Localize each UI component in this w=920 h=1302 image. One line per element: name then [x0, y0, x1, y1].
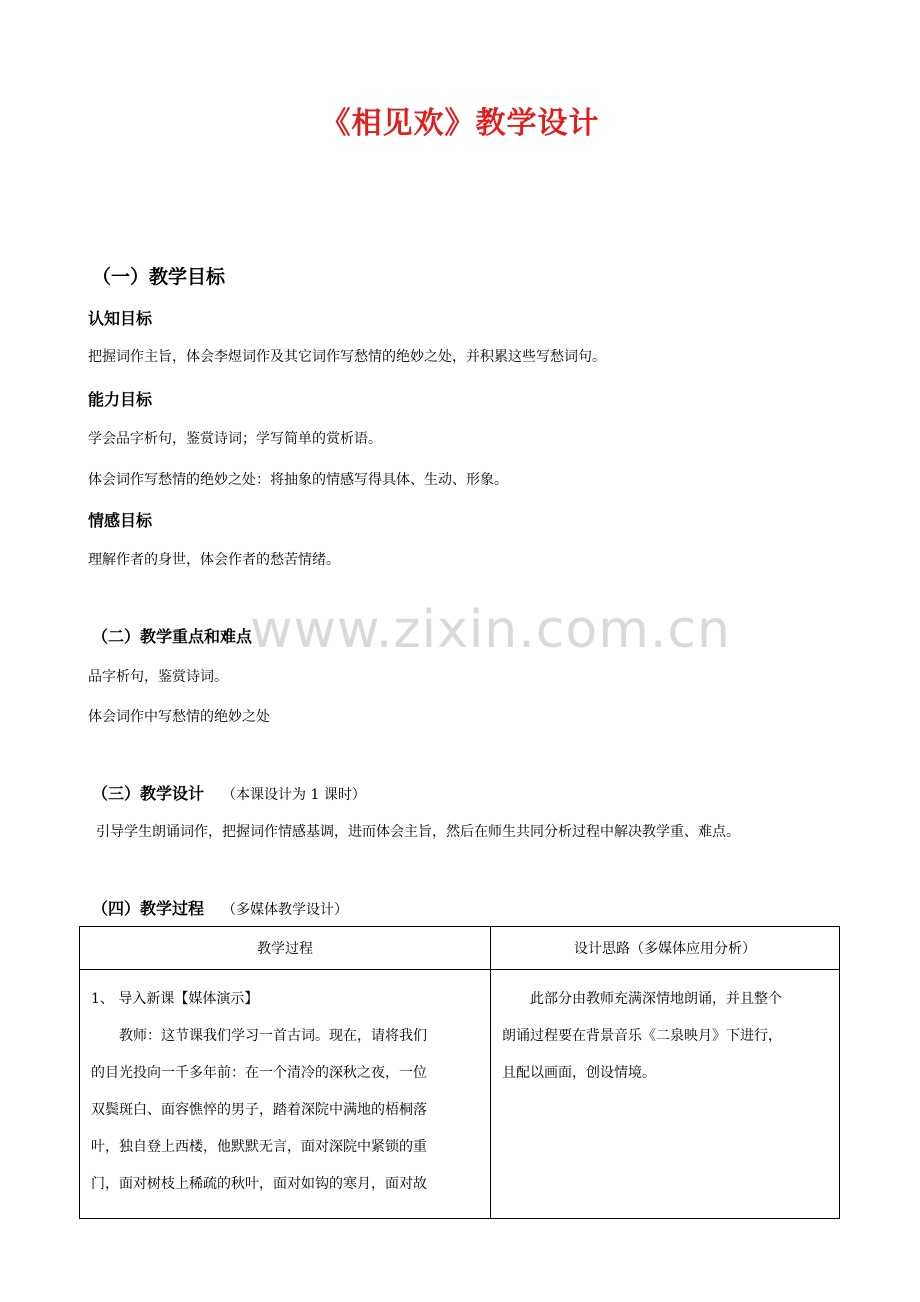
- ability-line-2: 体会词作写愁情的绝妙之处：将抽象的情感写得具体、生动、形象。: [88, 472, 508, 488]
- watermark: www.zixin.com.cn: [250, 600, 731, 660]
- design-line: 此部分由教师充满深情地朗诵，并且整个: [530, 991, 782, 1007]
- cognitive-heading: 认知目标: [88, 309, 153, 328]
- section3-heading: [92, 781, 366, 804]
- section3-text: 引导学生朗诵词作，把握词作情感基调，进而体会主旨，然后在师生共同分析过程中解决教学重、难点。: [96, 824, 740, 840]
- design-cell: [491, 970, 840, 1219]
- emotion-text: 理解作者的身世，体会作者的愁苦情绪。: [88, 552, 340, 568]
- design-line: 朗诵过程要在背景音乐《二泉映月》下进行，: [502, 1028, 782, 1044]
- table-row: [80, 970, 840, 1219]
- section2-heading: （二）教学重点和难点: [92, 627, 253, 646]
- section3-title: （三）教学设计: [92, 784, 205, 803]
- table-header-row: [80, 927, 840, 970]
- section4-heading: [92, 896, 348, 919]
- section4-title: （四）教学过程: [92, 899, 205, 918]
- keypoint-line-1: 品字析句，鉴赏诗词。: [88, 669, 228, 685]
- section3-note: （本课设计为 1 课时）: [222, 787, 366, 803]
- keypoint-line-2: 体会词作中写愁情的绝妙之处: [88, 709, 270, 725]
- page-title: 《相见欢》教学设计: [320, 106, 600, 141]
- process-line: 教师：这节课我们学习一首古词。现在，请将我们: [119, 1028, 427, 1044]
- process-line: 双鬓斑白、面容憔悴的男子，踏着深院中满地的梧桐落: [91, 1102, 427, 1118]
- section4-note: （多媒体教学设计）: [222, 902, 349, 918]
- ability-heading: 能力目标: [88, 390, 153, 409]
- process-line: 门，面对树枝上稀疏的秋叶，面对如钩的寒月，面对故: [91, 1176, 427, 1192]
- header-process: 教学过程: [80, 927, 491, 970]
- design-line: 且配以画面，创设情境。: [502, 1065, 656, 1081]
- section1-heading: （一）教学目标: [92, 266, 226, 288]
- process-line: 1、 导入新课【媒体演示】: [91, 991, 259, 1007]
- process-line: 叶，独自登上西楼，他默默无言，面对深院中紧锁的重: [91, 1139, 427, 1155]
- process-cell: [80, 970, 491, 1219]
- emotion-heading: 情感目标: [88, 511, 153, 530]
- process-table: [79, 926, 840, 1219]
- cognitive-text: 把握词作主旨，体会李煜词作及其它词作写愁情的绝妙之处，并积累这些写愁词句。: [88, 349, 606, 365]
- ability-line-1: 学会品字析句，鉴赏诗词；学写简单的赏析语。: [88, 431, 382, 447]
- process-line: 的目光投向一千多年前：在一个清冷的深秋之夜，一位: [91, 1065, 427, 1081]
- header-design: 设计思路（多媒体应用分析）: [491, 927, 840, 970]
